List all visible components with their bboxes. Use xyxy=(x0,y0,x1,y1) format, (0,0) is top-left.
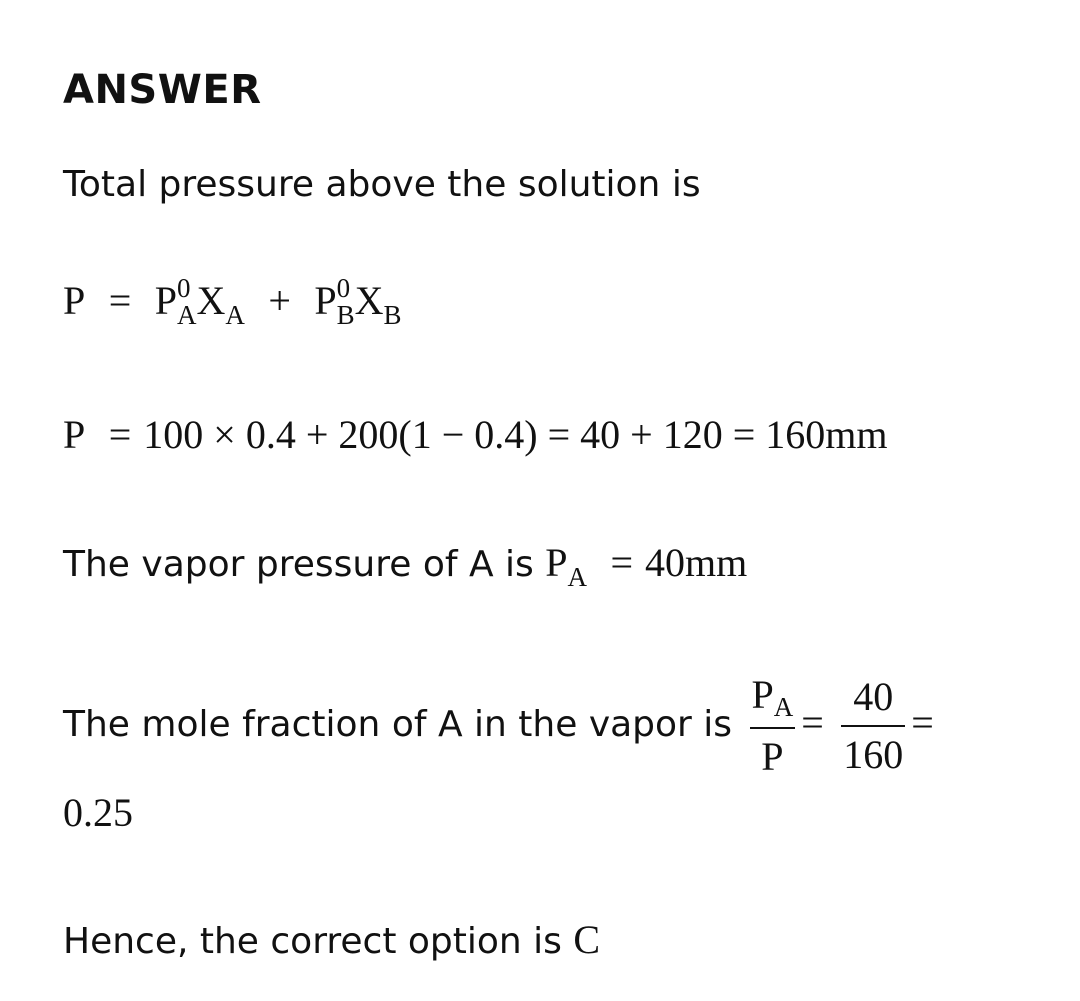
eq1-pb-sub: B xyxy=(336,300,355,330)
fraction-pa-numerator: $P_A$ xyxy=(750,671,796,729)
eq1-xa: X xyxy=(196,278,226,323)
answer-heading: ANSWER xyxy=(63,67,262,113)
mole-fraction-line xyxy=(63,668,934,781)
mole-fraction-equals-1: = xyxy=(801,700,824,745)
eq1-lhs: P xyxy=(63,278,86,323)
fraction-160-denominator: 160 xyxy=(843,732,904,777)
mole-fraction-text: The mole fraction of A in the vapor is xyxy=(63,704,733,745)
fraction-pa-denominator: P xyxy=(761,734,784,779)
vapor-pressure-line xyxy=(63,538,747,592)
mole-fraction-equals-2: = xyxy=(911,700,934,745)
eq1-xa-sub: A xyxy=(225,300,245,330)
eq1-pa-sup: 0 xyxy=(176,273,191,303)
eq2-rhs: 100 × 0.4 + 200(1 − 0.4) = 40 + 120 = 160mm xyxy=(143,412,888,457)
eq2-lhs: P xyxy=(63,412,86,457)
vapor-pressure-equals: = xyxy=(610,540,634,585)
eq1-pa: P xyxy=(154,278,177,323)
correct-option: C xyxy=(573,917,601,962)
eq2-equals: = xyxy=(108,412,132,457)
eq1-xb: X xyxy=(354,278,384,323)
vapor-pressure-value: 40mm xyxy=(645,540,748,585)
fraction-pa-over-p xyxy=(750,671,796,781)
eq1-pb: P xyxy=(314,278,337,323)
eq1-pa-sub: A xyxy=(176,300,197,330)
intro-text: Total pressure above the solution is xyxy=(63,164,701,205)
fraction-40-over-160 xyxy=(841,673,905,779)
eq1-xb-sub: B xyxy=(383,300,402,330)
conclusion-text: Hence, the correct option is xyxy=(63,921,574,962)
equation-total-pressure-formula xyxy=(63,273,402,331)
mole-fraction-result-line xyxy=(63,788,133,840)
eq1-pb-scripts xyxy=(337,275,355,329)
eq1-pb-sup: 0 xyxy=(336,273,351,303)
conclusion-line xyxy=(63,915,600,967)
eq1-pa-scripts xyxy=(177,275,197,329)
vapor-pressure-text: The vapor pressure of A is xyxy=(63,544,546,585)
vapor-pressure-var: P xyxy=(545,540,568,585)
eq1-equals: = xyxy=(108,278,132,323)
fraction-40-numerator: 40 xyxy=(841,673,905,727)
equation-total-pressure-value xyxy=(63,410,887,462)
vapor-pressure-var-sub: A xyxy=(567,562,587,592)
eq1-plus: + xyxy=(268,278,291,323)
mole-fraction-result: 0.25 xyxy=(63,790,133,835)
